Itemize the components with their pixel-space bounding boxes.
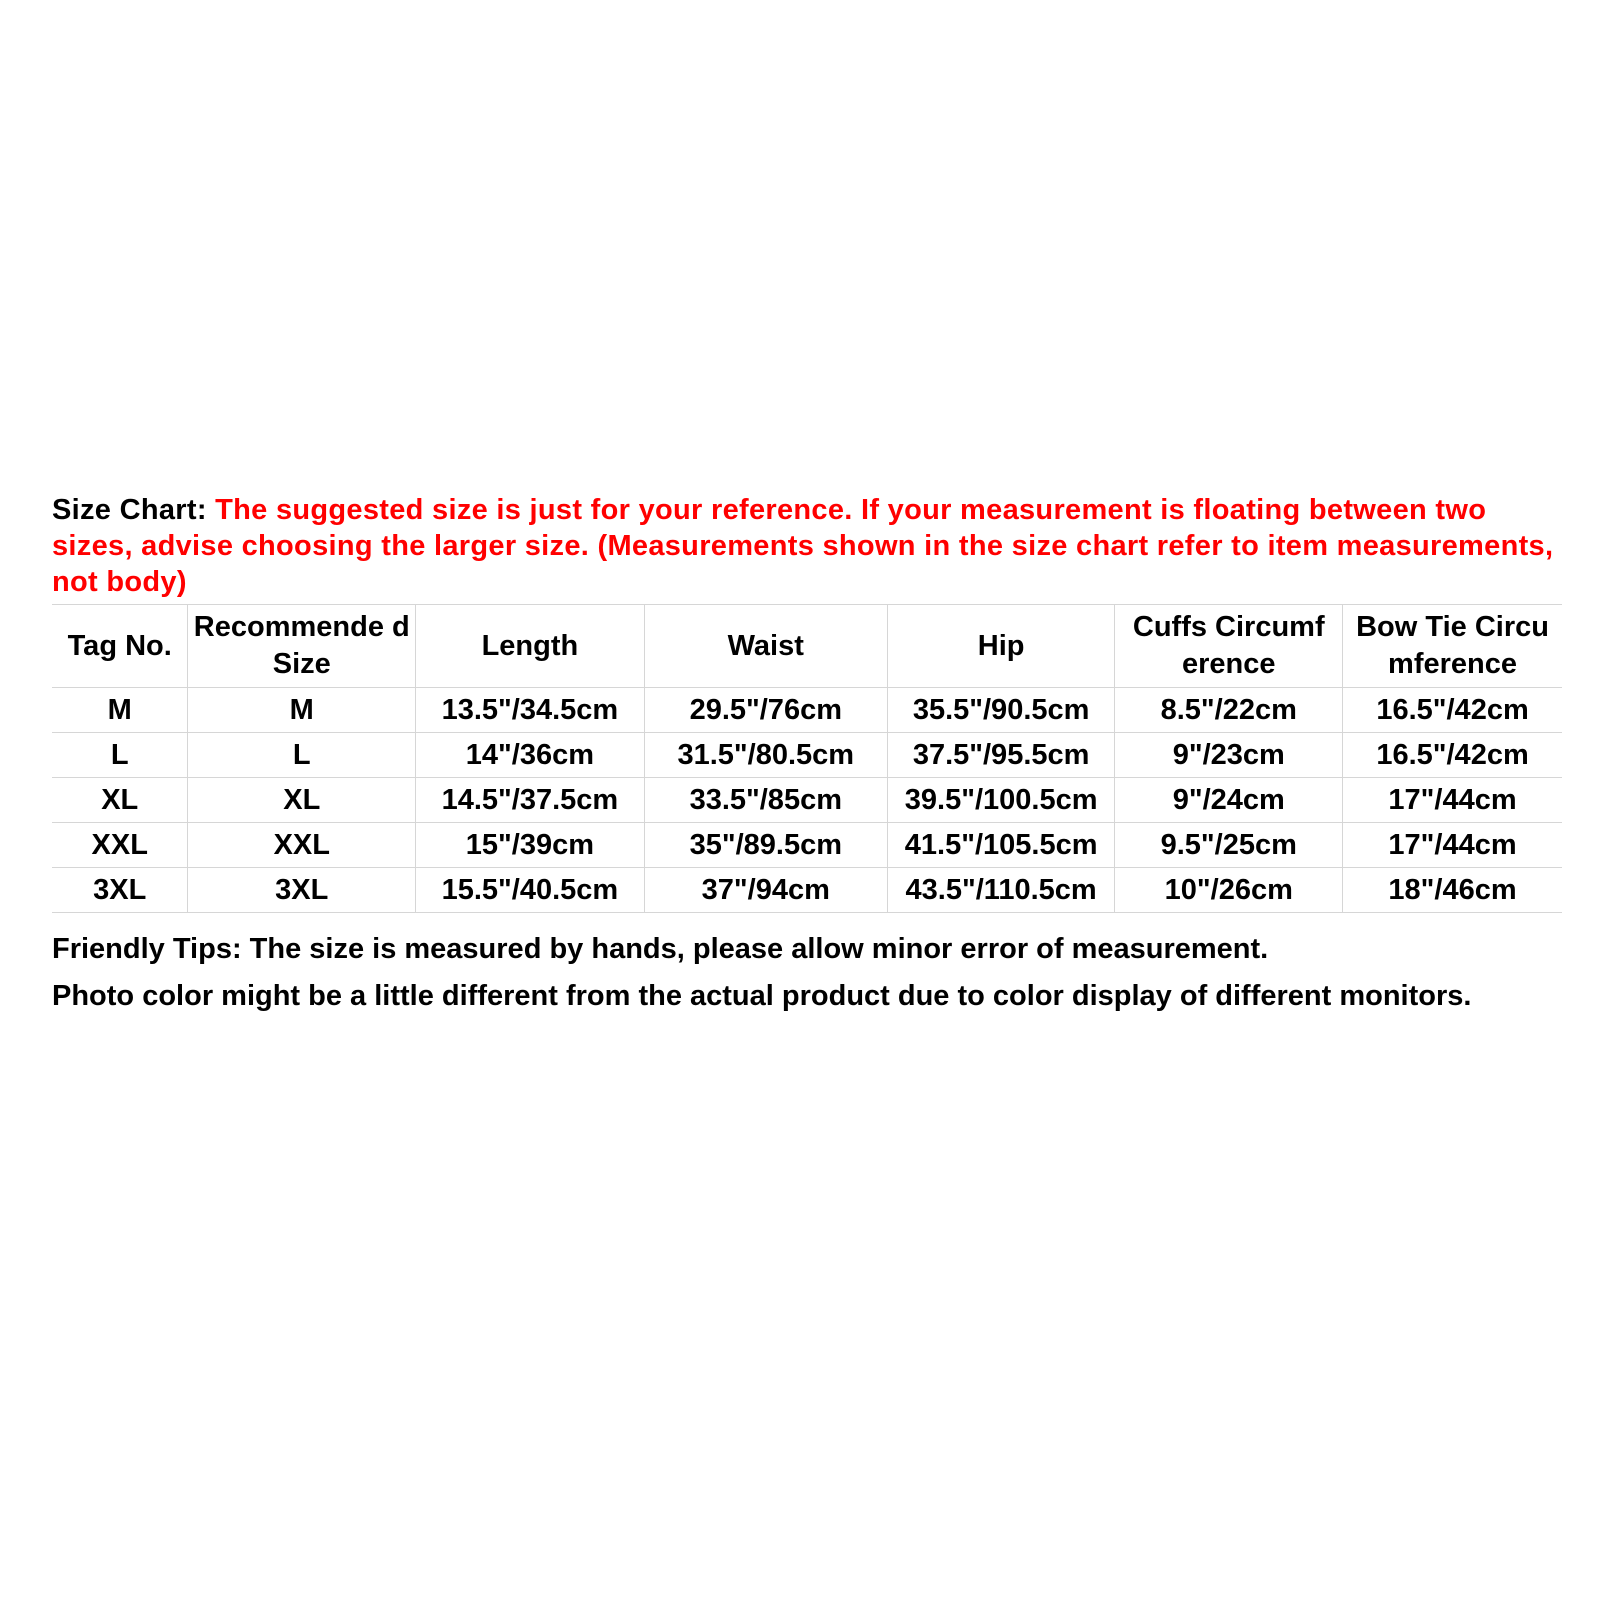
cell-tag-no: L <box>52 733 188 778</box>
cell-recommended-size: XXL <box>188 823 416 868</box>
size-table <box>52 604 1562 913</box>
cell-hip: 37.5"/95.5cm <box>887 733 1115 778</box>
header-hip: Hip <box>887 605 1115 688</box>
cell-hip: 39.5"/100.5cm <box>887 778 1115 823</box>
cell-cuffs-circumference: 9"/23cm <box>1115 733 1343 778</box>
cell-recommended-size: XL <box>188 778 416 823</box>
table-row <box>52 868 1562 913</box>
table-row <box>52 823 1562 868</box>
header-length: Length <box>416 605 645 688</box>
cell-waist: 29.5"/76cm <box>644 688 887 733</box>
cell-recommended-size: M <box>188 688 416 733</box>
friendly-tips <box>52 931 1562 1014</box>
size-chart-label: Size Chart: <box>52 494 207 526</box>
cell-tag-no: 3XL <box>52 868 188 913</box>
cell-waist: 31.5"/80.5cm <box>644 733 887 778</box>
size-chart-document <box>52 492 1562 1025</box>
cell-bow-tie-circumference: 16.5"/42cm <box>1343 733 1562 778</box>
header-waist: Waist <box>644 605 887 688</box>
header-cuffs-circumference: Cuffs Circumf erence <box>1115 605 1343 688</box>
cell-waist: 37"/94cm <box>644 868 887 913</box>
cell-cuffs-circumference: 9.5"/25cm <box>1115 823 1343 868</box>
tip-photo-color: Photo color might be a little different from the actual product due to color display of different monitors. <box>52 980 1472 1012</box>
cell-length: 15.5"/40.5cm <box>416 868 645 913</box>
table-header-row <box>52 605 1562 688</box>
cell-tag-no: XL <box>52 778 188 823</box>
cell-recommended-size: 3XL <box>188 868 416 913</box>
cell-bow-tie-circumference: 17"/44cm <box>1343 823 1562 868</box>
cell-hip: 35.5"/90.5cm <box>887 688 1115 733</box>
cell-hip: 43.5"/110.5cm <box>887 868 1115 913</box>
table-row <box>52 778 1562 823</box>
cell-bow-tie-circumference: 17"/44cm <box>1343 778 1562 823</box>
cell-hip: 41.5"/105.5cm <box>887 823 1115 868</box>
table-row <box>52 733 1562 778</box>
cell-waist: 35"/89.5cm <box>644 823 887 868</box>
cell-length: 13.5"/34.5cm <box>416 688 645 733</box>
cell-waist: 33.5"/85cm <box>644 778 887 823</box>
cell-recommended-size: L <box>188 733 416 778</box>
cell-length: 14"/36cm <box>416 733 645 778</box>
cell-tag-no: XXL <box>52 823 188 868</box>
cell-cuffs-circumference: 8.5"/22cm <box>1115 688 1343 733</box>
tip-measurement-error: Friendly Tips: The size is measured by hands, please allow minor error of measurement. <box>52 933 1269 965</box>
cell-cuffs-circumference: 9"/24cm <box>1115 778 1343 823</box>
size-reference-note: The suggested size is just for your reference. If your measurement is floating between two sizes, advise choosing the larger size. (Measurements shown in the size chart refer to item measurements, not body) <box>52 494 1554 598</box>
header-bow-tie-circumference: Bow Tie Circu mference <box>1343 605 1562 688</box>
cell-bow-tie-circumference: 18"/46cm <box>1343 868 1562 913</box>
cell-bow-tie-circumference: 16.5"/42cm <box>1343 688 1562 733</box>
header-recommended-size: Recommende d Size <box>188 605 416 688</box>
cell-tag-no: M <box>52 688 188 733</box>
cell-length: 15"/39cm <box>416 823 645 868</box>
header-tag-no: Tag No. <box>52 605 188 688</box>
size-chart-intro <box>52 492 1562 600</box>
table-row <box>52 688 1562 733</box>
cell-cuffs-circumference: 10"/26cm <box>1115 868 1343 913</box>
cell-length: 14.5"/37.5cm <box>416 778 645 823</box>
